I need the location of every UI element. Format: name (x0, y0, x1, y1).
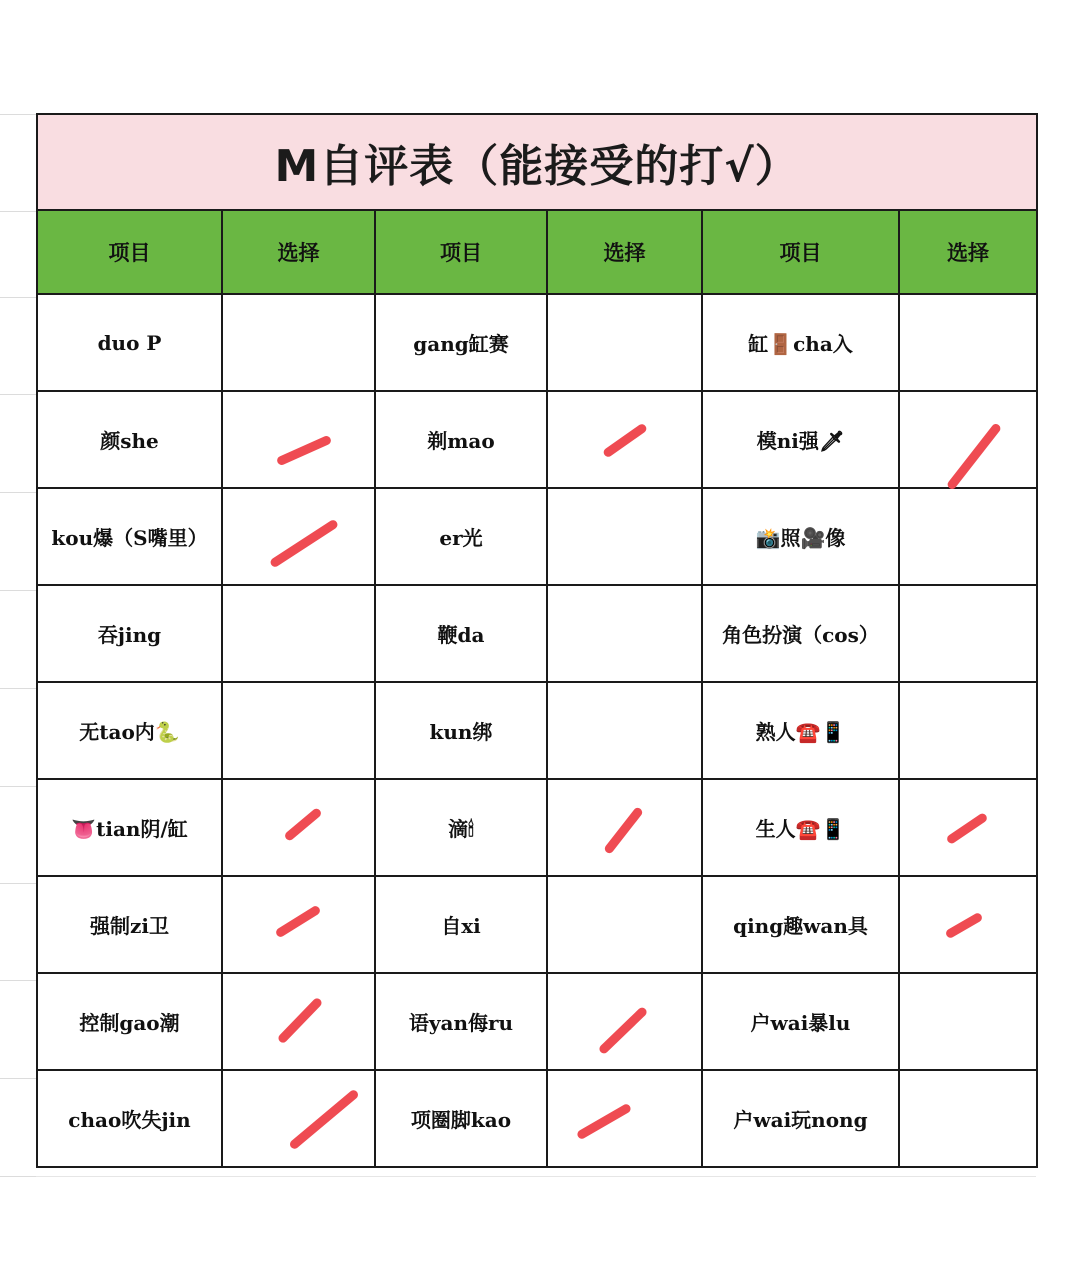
choice-cell[interactable] (547, 488, 702, 585)
check-mark-icon (274, 904, 321, 938)
choice-cell[interactable] (547, 294, 702, 391)
column-header-item: 项目 (702, 210, 899, 294)
choice-cell[interactable] (899, 779, 1037, 876)
check-mark-icon (944, 912, 983, 940)
choice-cell[interactable] (222, 585, 375, 682)
table-row (37, 488, 1037, 585)
choice-cell[interactable] (899, 973, 1037, 1070)
item-label: qing趣wan具 (702, 876, 899, 973)
choice-cell[interactable] (899, 585, 1037, 682)
check-mark-icon (269, 518, 339, 568)
table-row (37, 1070, 1037, 1167)
item-label: 吞jing (37, 585, 222, 682)
item-label: 户wai玩nong (702, 1070, 899, 1167)
item-label: 滴🕯 (375, 779, 547, 876)
item-label: 户wai暴lu (702, 973, 899, 1070)
check-mark-icon (598, 1006, 649, 1056)
title-row (37, 114, 1037, 210)
table-row (37, 779, 1037, 876)
table-row (37, 391, 1037, 488)
choice-cell[interactable] (547, 585, 702, 682)
choice-cell[interactable] (547, 391, 702, 488)
table-row (37, 585, 1037, 682)
choice-cell[interactable] (222, 488, 375, 585)
item-label: 项圈脚kao (375, 1070, 547, 1167)
item-label: 剃mao (375, 391, 547, 488)
self-assessment-table (36, 113, 1038, 1168)
check-mark-icon (946, 422, 1002, 491)
column-header-item: 项目 (37, 210, 222, 294)
item-label: 无tao内🐍 (37, 682, 222, 779)
sheet-bottom-edge (36, 1176, 1036, 1177)
column-header-item: 项目 (375, 210, 547, 294)
choice-cell[interactable] (899, 1070, 1037, 1167)
check-mark-icon (602, 422, 648, 458)
choice-cell[interactable] (899, 391, 1037, 488)
table-row (37, 294, 1037, 391)
choice-cell[interactable] (899, 876, 1037, 973)
header-row (37, 210, 1037, 294)
item-label: kun绑 (375, 682, 547, 779)
check-mark-icon (603, 806, 644, 855)
check-mark-icon (576, 1103, 632, 1141)
choice-cell[interactable] (899, 294, 1037, 391)
item-label: 模ni强🗡 (702, 391, 899, 488)
choice-cell[interactable] (899, 682, 1037, 779)
item-label: chao吹失jin (37, 1070, 222, 1167)
item-label: 语yan侮ru (375, 973, 547, 1070)
item-label: 鞭da (375, 585, 547, 682)
item-label: 强制zi卫 (37, 876, 222, 973)
choice-cell[interactable] (547, 1070, 702, 1167)
choice-cell[interactable] (547, 779, 702, 876)
check-mark-icon (277, 997, 324, 1045)
column-header-choice: 选择 (222, 210, 375, 294)
choice-cell[interactable] (547, 973, 702, 1070)
item-label: 生人☎️📱 (702, 779, 899, 876)
choice-cell[interactable] (222, 1070, 375, 1167)
table-row (37, 682, 1037, 779)
item-label: 缸🚪cha入 (702, 294, 899, 391)
check-mark-icon (276, 435, 333, 467)
spreadsheet-margin (0, 0, 36, 1280)
item-label: 颜she (37, 391, 222, 488)
choice-cell[interactable] (547, 876, 702, 973)
choice-cell[interactable] (222, 779, 375, 876)
table-title: M自评表（能接受的打√） (37, 114, 1037, 210)
table-row (37, 876, 1037, 973)
item-label: 角色扮演（cos） (702, 585, 899, 682)
item-label: 控制gao潮 (37, 973, 222, 1070)
table-row (37, 973, 1037, 1070)
item-label: 👅tian阴/缸 (37, 779, 222, 876)
item-label: 熟人☎️📱 (702, 682, 899, 779)
choice-cell[interactable] (899, 488, 1037, 585)
choice-cell[interactable] (222, 973, 375, 1070)
item-label: kou爆（S嘴里） (37, 488, 222, 585)
choice-cell[interactable] (222, 876, 375, 973)
choice-cell[interactable] (222, 391, 375, 488)
check-mark-icon (283, 807, 322, 842)
item-label: duo P (37, 294, 222, 391)
choice-cell[interactable] (547, 682, 702, 779)
item-label: 📸照🎥像 (702, 488, 899, 585)
column-header-choice: 选择 (547, 210, 702, 294)
item-label: er光 (375, 488, 547, 585)
choice-cell[interactable] (222, 294, 375, 391)
item-label: gang缸赛 (375, 294, 547, 391)
choice-cell[interactable] (222, 682, 375, 779)
check-mark-icon (288, 1088, 360, 1150)
column-header-choice: 选择 (899, 210, 1037, 294)
check-mark-icon (945, 812, 988, 845)
item-label: 自xi (375, 876, 547, 973)
